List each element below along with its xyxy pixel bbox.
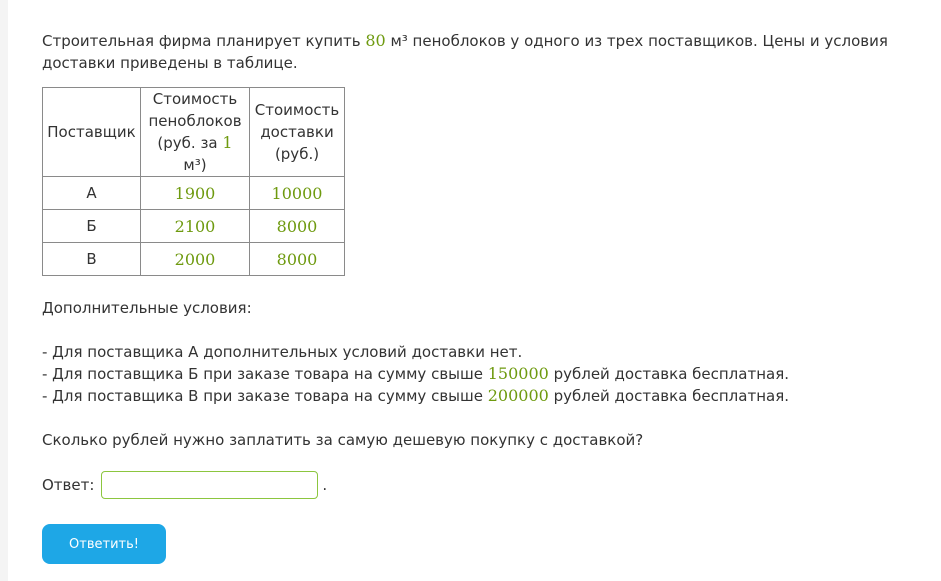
header-block-cost-line3-prefix: (руб. за (157, 134, 223, 152)
supplier-cell: А (43, 177, 141, 210)
header-block-cost-unit-number: 1 (222, 133, 233, 152)
price-cell: 1900 (141, 177, 250, 210)
condition-b-suffix: рублей доставка бесплатная. (548, 365, 789, 383)
problem-content (42, 30, 902, 502)
header-block-cost-line3-suffix: м³) (183, 156, 207, 174)
delivery-cell: 10000 (250, 177, 345, 210)
condition-a: - Для поставщика А дополнительных условий доставки нет. (42, 343, 523, 361)
supplier-cell: Б (43, 210, 141, 243)
header-block-cost-line2: пеноблоков (148, 112, 242, 130)
left-margin-strip (0, 0, 8, 581)
header-delivery-line3: (руб.) (274, 145, 320, 163)
conditions-title: Дополнительные условия: (42, 299, 252, 317)
delivery-cell: 8000 (250, 210, 345, 243)
supplier-price-table (42, 87, 345, 276)
supplier-cell: В (43, 243, 141, 276)
condition-v-suffix: рублей доставка бесплатная. (548, 387, 789, 405)
header-supplier-label: Поставщик (47, 123, 136, 141)
condition-v (42, 385, 902, 407)
header-delivery-line2: доставки (260, 123, 334, 141)
submit-answer-button[interactable]: Ответить! (42, 524, 166, 564)
answer-period: . (322, 476, 328, 494)
price-cell: 2100 (141, 210, 250, 243)
condition-v-threshold: 200000 (487, 386, 549, 405)
intro-text-end: м³ пеноблоков у одного из трех поставщиков. Цены и условия доставки приведены в таблице. (42, 32, 888, 72)
table-row (43, 243, 345, 276)
question-text: Сколько рублей нужно заплатить за самую дешевую покупку с доставкой? (42, 431, 644, 449)
header-block-cost (141, 88, 250, 177)
price-cell: 2000 (141, 243, 250, 276)
answer-label: Ответ: (42, 476, 95, 494)
condition-v-prefix: - Для поставщика В при заказе товара на сумму свыше (42, 387, 488, 405)
quantity-number: 80 (365, 31, 386, 50)
header-delivery-line1: Стоимость (254, 101, 340, 119)
table-row (43, 210, 345, 243)
header-block-cost-line1: Стоимость (152, 90, 238, 108)
problem-intro (42, 30, 902, 74)
condition-b (42, 363, 902, 385)
table-row (43, 177, 345, 210)
delivery-cell: 8000 (250, 243, 345, 276)
header-delivery-cost (250, 88, 345, 177)
table-header-row (43, 88, 345, 177)
conditions-list (42, 341, 902, 407)
condition-b-prefix: - Для поставщика Б при заказе товара на сумму свыше (42, 365, 488, 383)
header-supplier (43, 88, 141, 177)
answer-row (42, 468, 902, 502)
condition-b-threshold: 150000 (487, 364, 549, 383)
intro-text-start: Строительная фирма планирует купить (42, 32, 366, 50)
answer-input[interactable] (101, 471, 318, 499)
